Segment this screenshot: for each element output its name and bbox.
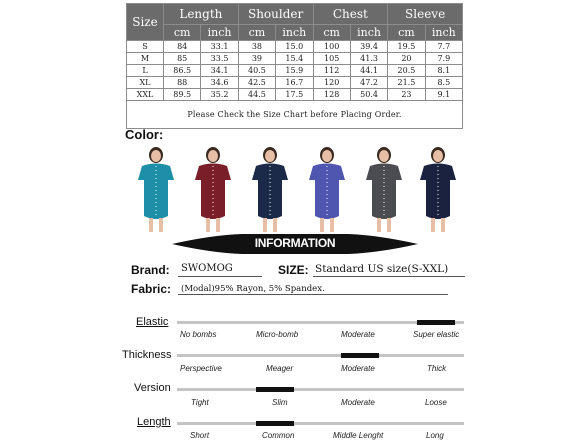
length-option: Long bbox=[426, 431, 444, 440]
table-cell: 42.5 bbox=[238, 77, 275, 89]
version-option: Tight bbox=[191, 398, 209, 407]
table-cell: M bbox=[127, 53, 164, 65]
length-scale-track bbox=[177, 422, 464, 425]
table-cell: 84 bbox=[164, 41, 201, 53]
table-cell: 112 bbox=[313, 65, 350, 77]
table-cell: S bbox=[127, 41, 164, 53]
length-option: Middle Lenght bbox=[333, 431, 384, 440]
table-cell: 47.2 bbox=[350, 77, 387, 89]
table-cell: 33.5 bbox=[201, 53, 238, 65]
table-cell: 50.4 bbox=[350, 89, 387, 101]
dress-swatch-wine[interactable] bbox=[185, 146, 241, 234]
elastic-option: Moderate bbox=[341, 330, 375, 339]
unit-inch: inch bbox=[201, 25, 238, 41]
table-cell: 88 bbox=[164, 77, 201, 89]
table-cell: 35.2 bbox=[201, 89, 238, 101]
table-cell: 89.5 bbox=[164, 89, 201, 101]
table-cell: 15.0 bbox=[276, 41, 313, 53]
table-cell: 39.4 bbox=[350, 41, 387, 53]
table-cell: 44.1 bbox=[350, 65, 387, 77]
table-cell: 44.5 bbox=[238, 89, 275, 101]
table-cell: 19.5 bbox=[388, 41, 425, 53]
thickness-scale-marker bbox=[341, 353, 379, 358]
version-scale-track bbox=[177, 388, 464, 391]
table-cell: 38 bbox=[238, 41, 275, 53]
table-cell: 86.5 bbox=[164, 65, 201, 77]
length-scale-marker bbox=[256, 421, 294, 426]
table-cell: 40.5 bbox=[238, 65, 275, 77]
shoulder-header: Shoulder bbox=[238, 4, 313, 25]
dress-swatch-dark-navy[interactable] bbox=[410, 146, 466, 234]
elastic-title: Elastic bbox=[136, 316, 169, 328]
table-cell: 23 bbox=[388, 89, 425, 101]
elastic-option: Micro-bomb bbox=[256, 330, 299, 339]
table-cell: 41.3 bbox=[350, 53, 387, 65]
length-option: Short bbox=[190, 431, 210, 440]
brand-underline bbox=[178, 276, 262, 277]
table-cell: 34.1 bbox=[201, 65, 238, 77]
thickness-title: Thickness bbox=[122, 349, 172, 361]
table-row bbox=[127, 53, 463, 65]
thickness-option: Thick bbox=[427, 364, 447, 373]
table-cell: 7.9 bbox=[425, 53, 462, 65]
fabric-label: Fabric: bbox=[131, 282, 172, 296]
version-title: Version bbox=[134, 382, 171, 394]
table-cell: 39 bbox=[238, 53, 275, 65]
table-cell: 100 bbox=[313, 41, 350, 53]
version-scale-marker bbox=[256, 387, 294, 392]
table-cell: 85 bbox=[164, 53, 201, 65]
dress-swatch-teal[interactable] bbox=[128, 146, 184, 234]
brand-value: SWOMOG bbox=[181, 263, 233, 274]
table-cell: 20 bbox=[388, 53, 425, 65]
thickness-option: Moderate bbox=[341, 364, 375, 373]
size-label: SIZE: bbox=[278, 263, 309, 277]
unit-inch: inch bbox=[276, 25, 313, 41]
table-row bbox=[127, 77, 463, 89]
unit-inch: inch bbox=[350, 25, 387, 41]
table-cell: 16.7 bbox=[276, 77, 313, 89]
sleeve-header: Sleeve bbox=[388, 4, 463, 25]
chest-header: Chest bbox=[313, 4, 388, 25]
table-cell: 15.9 bbox=[276, 65, 313, 77]
size-value: Standard US size(S-XXL) bbox=[315, 263, 449, 275]
thickness-option: Perspective bbox=[180, 364, 222, 373]
brand-label: Brand: bbox=[131, 263, 170, 277]
length-header: Length bbox=[164, 4, 239, 25]
table-row bbox=[127, 65, 463, 77]
table-cell: 34.6 bbox=[201, 77, 238, 89]
table-cell: 20.5 bbox=[388, 65, 425, 77]
length-option: Common bbox=[262, 431, 295, 440]
table-row bbox=[127, 41, 463, 53]
thickness-option: Meager bbox=[266, 364, 294, 373]
table-cell: L bbox=[127, 65, 164, 77]
length-title: Length bbox=[137, 416, 171, 428]
unit-cm: cm bbox=[164, 25, 201, 41]
table-cell: XXL bbox=[127, 89, 164, 101]
fabric-value: (Modal)95% Rayon, 5% Spandex. bbox=[181, 284, 325, 294]
dress-swatch-gray[interactable] bbox=[356, 146, 412, 234]
information-title: INFORMATION bbox=[254, 236, 336, 250]
table-cell: 17.5 bbox=[276, 89, 313, 101]
table-cell: 105 bbox=[313, 53, 350, 65]
unit-cm: cm bbox=[313, 25, 350, 41]
table-cell: 9.1 bbox=[425, 89, 462, 101]
elastic-option: Super elastic bbox=[413, 330, 460, 339]
size-underline bbox=[313, 276, 465, 277]
dress-swatch-navy[interactable] bbox=[242, 146, 298, 234]
thickness-scale-track bbox=[177, 354, 464, 357]
unit-cm: cm bbox=[388, 25, 425, 41]
dress-swatch-purple[interactable] bbox=[299, 146, 355, 234]
size-header: Size bbox=[127, 4, 164, 41]
elastic-option: No bombs bbox=[180, 330, 217, 339]
version-option: Loose bbox=[425, 398, 447, 407]
size-chart-note: Please Check the Size Chart before Placing Order. bbox=[127, 101, 463, 129]
fabric-underline bbox=[178, 294, 448, 295]
table-cell: XL bbox=[127, 77, 164, 89]
version-option: Moderate bbox=[341, 398, 375, 407]
unit-cm: cm bbox=[238, 25, 275, 41]
table-cell: 8.5 bbox=[425, 77, 462, 89]
size-chart-table bbox=[126, 3, 463, 129]
table-cell: 21.5 bbox=[388, 77, 425, 89]
table-cell: 7.7 bbox=[425, 41, 462, 53]
table-cell: 120 bbox=[313, 77, 350, 89]
color-label: Color: bbox=[125, 127, 164, 142]
table-cell: 8.1 bbox=[425, 65, 462, 77]
table-cell: 128 bbox=[313, 89, 350, 101]
unit-inch: inch bbox=[425, 25, 462, 41]
elastic-scale-marker bbox=[417, 320, 455, 325]
table-cell: 15.4 bbox=[276, 53, 313, 65]
version-option: Slim bbox=[272, 398, 288, 407]
table-row bbox=[127, 89, 463, 101]
table-cell: 33.1 bbox=[201, 41, 238, 53]
